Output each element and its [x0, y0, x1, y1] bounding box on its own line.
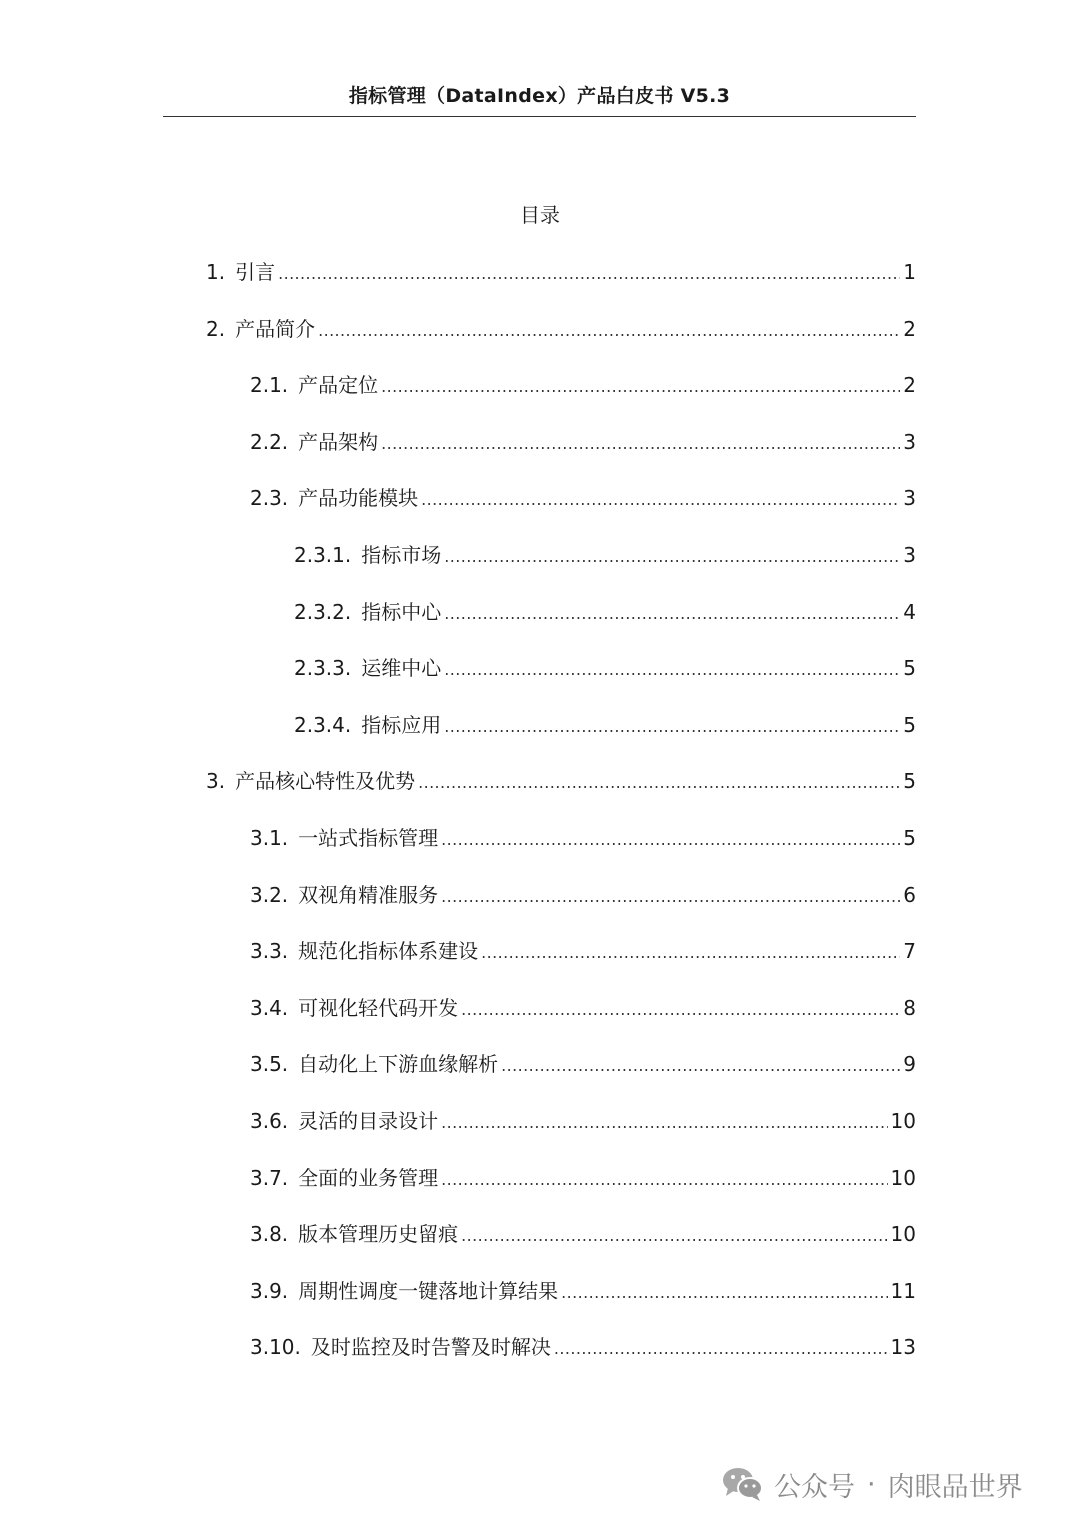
toc-dot-leader	[441, 882, 900, 912]
toc-entry-title: 全面的业务管理	[298, 1166, 439, 1190]
toc-dot-leader	[444, 542, 900, 572]
toc-dot-leader	[461, 1221, 887, 1251]
toc-entry-title: 双视角精准服务	[298, 883, 439, 907]
toc-entry[interactable]	[250, 427, 916, 457]
toc-entry-number: 3.9.	[250, 1279, 289, 1303]
toc-entry-title: 产品功能模块	[298, 486, 419, 510]
toc-entry[interactable]	[294, 597, 916, 627]
toc-entry-title: 产品定位	[298, 373, 379, 397]
toc-entry-number: 3.3.	[250, 939, 289, 963]
toc-entry-number: 2.3.4.	[294, 713, 352, 737]
toc-entry-number: 3.5.	[250, 1052, 289, 1076]
toc-dot-leader	[481, 938, 900, 968]
toc-entry-number: 2.3.	[250, 486, 289, 510]
toc-entry[interactable]	[250, 370, 916, 400]
toc-entry-number: 2.1.	[250, 373, 289, 397]
toc-dot-leader	[418, 768, 900, 798]
toc-entry[interactable]	[294, 540, 916, 570]
toc-dot-leader	[444, 655, 900, 685]
toc-entry-page-number: 1	[903, 260, 916, 284]
toc-entry-page-number: 5	[903, 769, 916, 793]
toc-dot-leader	[461, 995, 900, 1025]
watermark-label: 公众号	[774, 1471, 855, 1503]
toc-entry-number: 2.3.2.	[294, 600, 352, 624]
toc-entry[interactable]	[250, 993, 916, 1023]
toc-dot-leader	[381, 372, 900, 402]
toc-entry-title: 运维中心	[361, 656, 442, 680]
toc-dot-leader	[441, 1108, 887, 1138]
toc-entry[interactable]	[250, 1219, 916, 1249]
toc-title: 目录	[520, 203, 560, 227]
toc-dot-leader	[421, 485, 900, 515]
toc-entry-title: 一站式指标管理	[298, 826, 439, 850]
toc-entry-page-number: 6	[903, 883, 916, 907]
toc-entry-number: 3.6.	[250, 1109, 289, 1133]
toc-entry-number: 2.	[206, 317, 226, 341]
toc-entry-title: 指标应用	[361, 713, 442, 737]
watermark	[722, 1459, 1023, 1509]
toc-entry[interactable]	[206, 257, 916, 287]
toc-entry-page-number: 8	[903, 996, 916, 1020]
toc-entry-title: 灵活的目录设计	[298, 1109, 439, 1133]
toc-dot-leader	[381, 429, 900, 459]
toc-dot-leader	[441, 1165, 887, 1195]
toc-entry[interactable]	[206, 314, 916, 344]
watermark-account-name: 肉眼品世界	[887, 1471, 1023, 1503]
toc-entry-number: 3.2.	[250, 883, 289, 907]
watermark-separator: ·	[867, 1468, 876, 1500]
toc-entry[interactable]	[250, 1049, 916, 1079]
toc-entry-number: 3.8.	[250, 1222, 289, 1246]
toc-entry-title: 版本管理历史留痕	[298, 1222, 459, 1246]
toc-entry-page-number: 10	[890, 1222, 916, 1246]
toc-entry-page-number: 10	[890, 1109, 916, 1133]
toc-entry-title: 产品核心特性及优势	[235, 769, 416, 793]
toc-entry-page-number: 5	[903, 713, 916, 737]
document-title: 指标管理（DataIndex）产品白皮书 V5.3	[348, 85, 731, 107]
toc-entry-page-number: 11	[890, 1279, 916, 1303]
toc-dot-leader	[444, 712, 900, 742]
toc-entry-title: 指标市场	[361, 543, 442, 567]
toc-entry-title: 及时监控及时告警及时解决	[310, 1335, 551, 1359]
toc-entry-title: 周期性调度一键落地计算结果	[298, 1279, 559, 1303]
toc-entry-page-number: 3	[903, 543, 916, 567]
toc-entry-page-number: 4	[903, 600, 916, 624]
toc-entry[interactable]	[250, 880, 916, 910]
toc-dot-leader	[278, 259, 900, 289]
toc-entry-number: 1.	[206, 260, 226, 284]
toc-entry-title: 产品简介	[235, 317, 316, 341]
toc-entry[interactable]	[294, 710, 916, 740]
toc-entry-number: 3.10.	[250, 1335, 301, 1359]
toc-entry-page-number: 2	[903, 317, 916, 341]
toc-entry[interactable]	[250, 1163, 916, 1193]
toc-entry-title: 规范化指标体系建设	[298, 939, 479, 963]
toc-entry[interactable]	[250, 936, 916, 966]
toc-entry[interactable]	[206, 766, 916, 796]
toc-entry-title: 产品架构	[298, 430, 379, 454]
toc-entry-page-number: 3	[903, 486, 916, 510]
toc-dot-leader	[561, 1278, 887, 1308]
toc-entry-number: 2.2.	[250, 430, 289, 454]
toc-entry[interactable]	[250, 823, 916, 853]
toc-entry-number: 3.	[206, 769, 226, 793]
toc-entry-page-number: 10	[890, 1166, 916, 1190]
toc-entry[interactable]	[250, 483, 916, 513]
toc-dot-leader	[554, 1334, 888, 1364]
toc-entry[interactable]	[294, 653, 916, 683]
toc-entry-title: 引言	[235, 260, 276, 284]
toc-entry-number: 3.4.	[250, 996, 289, 1020]
toc-entry-number: 2.3.3.	[294, 656, 352, 680]
toc-entry-title: 可视化轻代码开发	[298, 996, 459, 1020]
toc-dot-leader	[501, 1051, 900, 1081]
toc-entry[interactable]	[250, 1106, 916, 1136]
toc-entry-title: 指标中心	[361, 600, 442, 624]
toc-entry[interactable]	[250, 1276, 916, 1306]
toc-entry-number: 3.1.	[250, 826, 289, 850]
toc-entry-number: 2.3.1.	[294, 543, 352, 567]
toc-entry-page-number: 5	[903, 826, 916, 850]
toc-dot-leader	[444, 599, 900, 629]
toc-dot-leader	[441, 825, 900, 855]
toc-entry-page-number: 13	[890, 1335, 916, 1359]
toc-dot-leader	[318, 316, 900, 346]
toc-entry[interactable]	[250, 1332, 916, 1362]
toc-entry-number: 3.7.	[250, 1166, 289, 1190]
toc-entry-page-number: 3	[903, 430, 916, 454]
toc-entry-title: 自动化上下游血缘解析	[298, 1052, 499, 1076]
toc-entry-page-number: 2	[903, 373, 916, 397]
wechat-icon	[722, 1466, 764, 1502]
toc-entry-page-number: 9	[903, 1052, 916, 1076]
toc-entry-page-number: 7	[903, 939, 916, 963]
toc-entry-page-number: 5	[903, 656, 916, 680]
